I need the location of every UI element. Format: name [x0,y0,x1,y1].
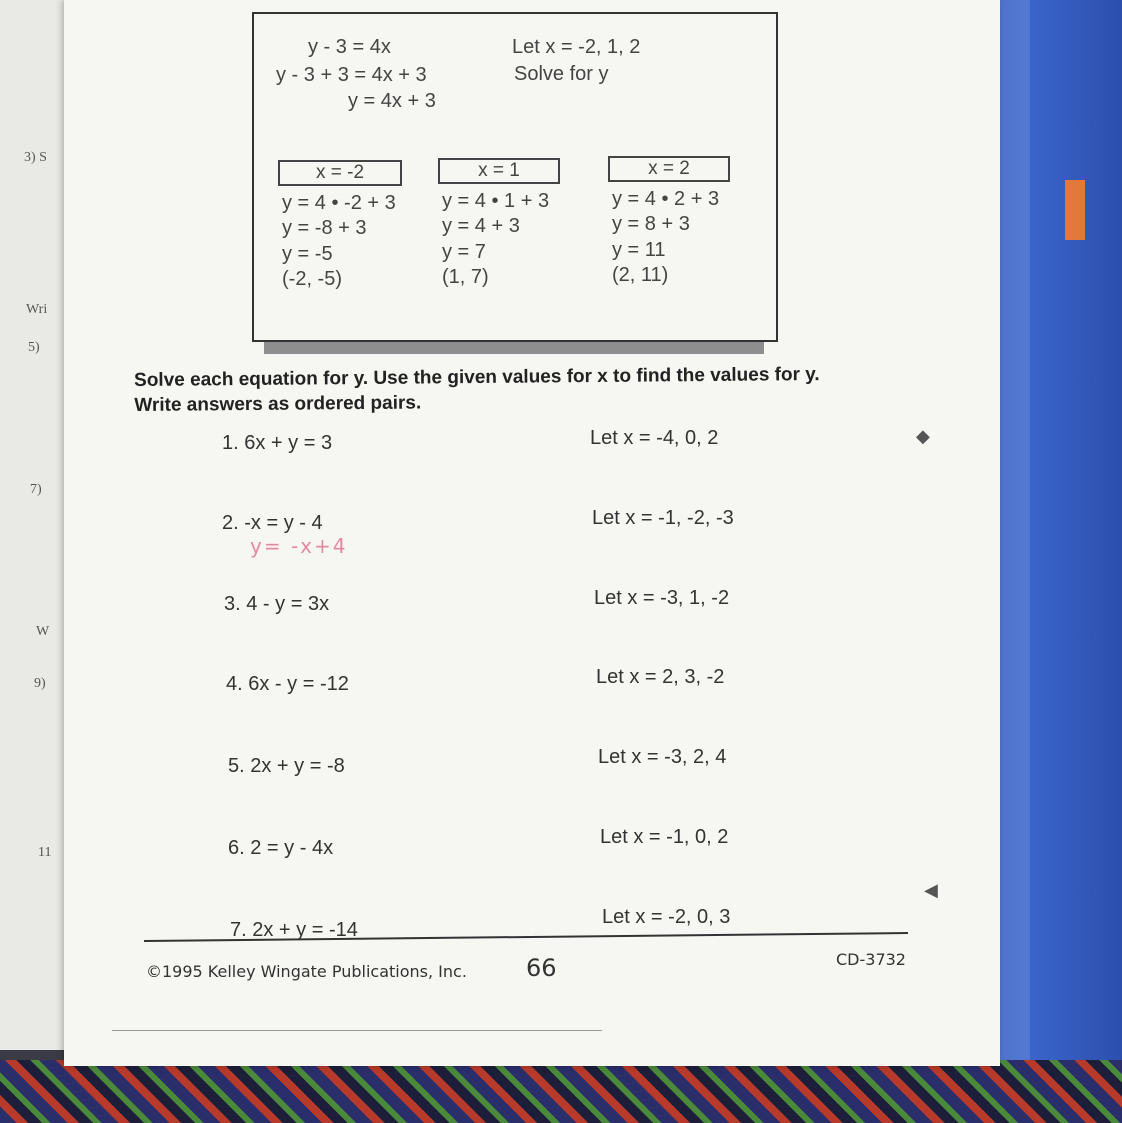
margin-mark: 7) [30,482,42,497]
margin-mark: 11 [38,845,52,860]
example-solve-line: Solve for y [514,63,609,85]
instructions [134,362,820,418]
problem-values: Let x = -4, 0, 2 [590,427,719,449]
case-header: x = -2 [278,160,402,186]
problem-5 [228,755,345,778]
problem-values: Let x = 2, 3, -2 [596,666,725,688]
problem-number: 6. [228,837,245,859]
problem-equation: 2x + y = -14 [252,919,358,941]
arrow-mark-icon: ◀ [924,880,938,900]
example-let-line: Let x = -2, 1, 2 [512,36,641,58]
problem-values: Let x = -2, 0, 3 [602,906,731,928]
problem-number: 4. [226,673,243,695]
case-line: y = 4 + 3 [442,215,520,237]
problem-values: Let x = -3, 1, -2 [594,587,730,609]
instructions-line: Write answers as ordered pairs. [134,392,422,416]
problem-4 [226,673,349,696]
problem-number: 1. [222,432,239,454]
binder-sheet-protector [1000,0,1030,1060]
example-equation-line: y = 4x + 3 [348,90,436,112]
margin-mark: 3) S [24,150,47,165]
case-line: y = 11 [612,239,666,261]
problem-equation: -x = y - 4 [244,512,323,534]
problem-number: 2. [222,512,239,534]
problem-number: 5. [228,755,245,777]
example-box-shadow [264,342,764,354]
problem-number: 3. [224,593,241,615]
problem-equation: 6x + y = 3 [244,432,333,454]
problem-number: 7. [230,919,247,941]
orange-tab [1065,180,1085,240]
case-line: y = 4 • -2 + 3 [282,192,396,214]
problem-2 [222,512,323,535]
handwritten-answer: y= -x+4 [250,534,348,558]
case-header: x = 1 [438,158,560,184]
case-line: y = 8 + 3 [612,213,690,235]
case-line: (2, 11) [612,264,669,286]
margin-mark: 9) [34,676,46,691]
fabric-background [0,1060,1122,1123]
margin-mark: 5) [28,340,40,355]
case-line: (-2, -5) [282,268,342,290]
problem-equation: 2x + y = -8 [250,755,345,777]
case-line: y = -5 [282,243,333,265]
example-equation-line: y - 3 + 3 = 4x + 3 [276,64,427,86]
problem-6 [228,837,333,860]
problem-values: Let x = -1, 0, 2 [600,826,729,848]
arrow-mark-icon: ◆ [916,426,930,446]
case-line: y = 4 • 2 + 3 [612,188,720,210]
margin-mark: W [36,624,50,639]
product-code: CD-3732 [836,950,906,969]
case-line: y = -8 + 3 [282,217,367,239]
case-line: (1, 7) [442,266,489,288]
example-equation-line: y - 3 = 4x [308,36,391,58]
case-line: y = 7 [442,241,486,263]
copyright: ©1995 Kelley Wingate Publications, Inc. [146,962,467,981]
problem-1 [222,432,332,455]
instructions-line: Solve each equation for y. Use the given values for x to find the values for y. [134,364,820,391]
problem-3 [224,593,329,616]
margin-mark: Wri [26,302,48,317]
problem-equation: 2 = y - 4x [250,837,334,859]
case-line: y = 4 • 1 + 3 [442,190,550,212]
problem-values: Let x = -3, 2, 4 [598,746,727,768]
case-header: x = 2 [608,156,730,182]
problem-equation: 4 - y = 3x [246,593,330,615]
bottom-rule [112,1030,602,1031]
page-number: 66 [526,954,557,982]
problem-values: Let x = -1, -2, -3 [592,507,734,529]
problem-equation: 6x - y = -12 [248,673,349,695]
